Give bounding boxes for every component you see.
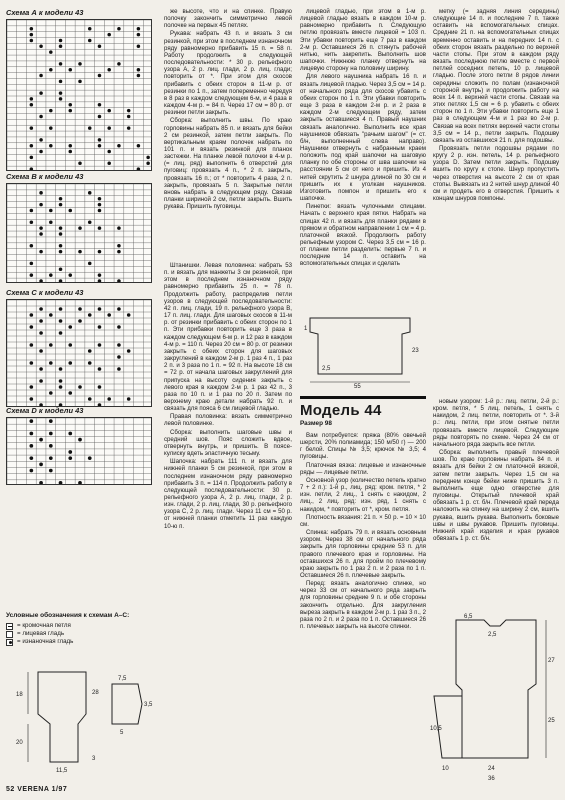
purl-stitch-dot bbox=[107, 68, 111, 72]
purl-stitch-dot bbox=[30, 385, 34, 389]
purl-stitch-dot bbox=[98, 226, 102, 230]
text-column-1: же высоте, что и на спинке. Правую полочку закончить симметрично левой полочке на первых 45 петлях. Рукава: набрать 43 п. и вязать 3 см резинкой, при этом в последнем изнаночном ряду равномерно прибавить 15 п. = 58 п. Работу продолжить в следующей последовательности: * 30 р. рельефного узора А, 2 р. лиц. глади, 2 р. лиц. глади; повторить от *. При этом для скосов прибавить с обеих сторон в 11-м р. от резинки по 1 п., затем попеременно чередуя в 8 раз в каждом следующем 6-м, и 4 раза в каждом 4-м р. = 84 п. Через 17 см = 80 р. от резинки петли закрыть. Сборка: выполнить швы. По краю горловины набрать 85 п. и вязать для бейки 2 см резинкой, затем петли закрыть. По вертикальным краям полочек набрать по 101 п. и вязать резинкой для планок застежки. На планке левой полочки в 4-м р. (= лиц. ряд) выполнить 6 отверстий для пуговиц: провязать 4 п., * 2 п. закрыть, провязать 16 п.; от * повторить 4 раза, 2 п. закрыть, провязать 5 п. Закрытые петли вновь набрать в следующем ряду. Связав планки шириной 2 см, петли закрыть. Вшить рукава. Пришить пуговицы. bbox=[164, 8, 292, 211]
purl-stitch-dot bbox=[59, 250, 63, 254]
purl-stitch-dot bbox=[127, 115, 131, 119]
dim-label: 10,5 bbox=[430, 726, 442, 732]
purl-stitch-dot bbox=[30, 103, 34, 107]
chart-b bbox=[6, 172, 154, 283]
purl-stitch-dot bbox=[78, 481, 82, 485]
dim-label: 24 bbox=[488, 766, 495, 772]
model-header bbox=[300, 396, 426, 427]
purl-stitch-dot bbox=[69, 68, 73, 72]
dim-label: 2,5 bbox=[488, 632, 497, 638]
purl-stitch-dot bbox=[68, 343, 72, 347]
chart-title: Схема С к модели 43 bbox=[6, 288, 84, 297]
purl-stitch-dot bbox=[39, 438, 43, 442]
purl-stitch-dot bbox=[88, 456, 92, 460]
text-column-1b: Штанишки. Левая половинка: набрать 53 п. и вязать для манжеты 3 см резинкой, при этом в последнем изнаночном ряду равномерно прибавить 25 п. = 78 п. Продолжить работу, распределив петли узоров в следующей последовательности: 42 п. лиц. глади, 19 п. рельефного узора В, 17 п. лиц. глади. Для шаговых скосов в 11-м р. от резинки прибавить с обеих сторон по 1 п. Эти прибавки повторить еще 3 раза в каждом следующем 6-м р. и 12 раз в каждом 4-м р. = 110 п. Через 20 см = 80 р. от резинки закрыть с обеих сторон для шаговых закруглений в каждом 2-м р. 1 раз 4 п., 1 раз 2 п. и 3 раза по 1 п. = 92 п. На высоте 18 см = 72 р. от начала шаговых закруглений для припуска на высоту сидения закрыть с левого края в каждом 2-м р. 1 раз 42 п., 3 раза по 10 п. и 1 раз по 20 п. Затем по верхнему краю детали набрать 92 п. и связать для пояса 6 см лицевой гладью. Правая половинка: вязать симметрично левой половинке. Сборка: выполнить шаговые швы и средний шов. Пояс сложить вдвое, отвернуть внутрь, и пришить. В поясе-кулиску вдеть эластичную тесьму. Шапочка: набрать 111 п. и вязать для нижней планки 5 см резинкой, при этом в последнем изнаночном ряду равномерно прибавить 3 п. = 114 п. Продолжить работу в следующей последовательности: 30 р. рельефного узора А, 2 р. лиц. глади, 2 р. изн. глади, 2 р. лиц. глади, 30 р. рельефного узора С, 2 р. лиц. глади. Через 11 см = 50 р. от нижней планки отметить 11 раз каждую 10-ю п. bbox=[164, 262, 292, 530]
text-column-2b: Вам потребуется: пряжа (80% овечьей шерсти, 20% полиамида; 150 м/50 г) — 200 г белой. Спицы № 3,5; крючок № 3,5; 4 пуговицы. Платочная вязка: лицевые и изнаночные ряды — лицевые петли. Основной узор (количество петель кратно 7 + 2 п.): 1-й р., лиц. ряд: кром. петля, * 2 изн. петли, 2 лиц., 1 снять с накидом, 2 лиц., 2 лиц. ряд: изн. ряд, 1 снять с накидом, * повторить от *, кром. петля. Плотность вязания: 21 п. × 50 р. = 10 × 10 см. Спинка: набрать 79 п. и вязать основным узором. Через 38 см от начального ряда закрыть для горловины средние 53 п. для правого плечевого края и горловины. На оставшихся 26 п. для пройм по плечевому краю закрыть по 1 раз 2 п. и 2 раза по 1 п. Оставшиеся 26 п. плечевые закрыть. Перед: вязать аналогично спинке, но через 33 см от начального ряда закрыть для горловины средние 9 п. и обе стороны закончить отдельно. Для закругления выреза закрыть в каждом 2-м р. 1 раз 3 п., 2 раза по 2 п. и 2 раза по 1 п. Оставшиеся 26 п. плечевых закрыть на высоте спинки. bbox=[300, 432, 426, 631]
purl-stitch-dot bbox=[49, 432, 53, 436]
purl-stitch-dot bbox=[39, 74, 43, 78]
purl-stitch-dot bbox=[59, 268, 63, 272]
purl-stitch-dot bbox=[39, 481, 43, 485]
purl-stitch-dot bbox=[49, 68, 53, 72]
dim-label: 20 bbox=[16, 740, 23, 746]
purl-stitch-dot bbox=[78, 250, 82, 254]
purl-stitch-dot bbox=[68, 325, 72, 329]
purl-stitch-dot bbox=[39, 279, 43, 283]
purl-stitch-dot bbox=[117, 343, 121, 347]
purl-stitch-dot bbox=[59, 91, 63, 95]
purl-stitch-dot bbox=[117, 325, 121, 329]
purl-stitch-dot bbox=[117, 250, 121, 254]
purl-stitch-dot bbox=[39, 463, 43, 467]
purl-stitch-dot bbox=[59, 367, 63, 371]
purl-stitch-dot bbox=[59, 307, 63, 311]
dim-label: 55 bbox=[354, 384, 361, 388]
legend-item: = изнаночная гладь bbox=[6, 638, 156, 646]
purl-stitch-dot bbox=[98, 209, 102, 213]
chart-a bbox=[6, 8, 154, 171]
purl-stitch-dot bbox=[39, 115, 43, 119]
purl-stitch-dot bbox=[59, 45, 63, 49]
purl-stitch-dot bbox=[137, 45, 141, 49]
purl-stitch-dot bbox=[137, 27, 141, 31]
purl-stitch-dot bbox=[98, 45, 102, 49]
dim-label: 2,5 bbox=[322, 366, 331, 372]
purl-stitch-dot bbox=[117, 62, 121, 66]
purl-stitch-dot bbox=[49, 456, 53, 460]
purl-stitch-dot bbox=[117, 279, 121, 283]
purl-stitch-dot bbox=[49, 391, 53, 395]
purl-stitch-icon bbox=[6, 639, 13, 646]
chart-grid bbox=[6, 299, 152, 407]
chart-title: Схема В к модели 43 bbox=[6, 172, 84, 181]
purl-stitch-dot bbox=[49, 220, 53, 224]
purl-stitch-dot bbox=[59, 62, 63, 66]
purl-stitch-dot bbox=[88, 361, 92, 365]
purl-stitch-dot bbox=[30, 244, 34, 248]
purl-stitch-dot bbox=[127, 349, 131, 353]
purl-stitch-dot bbox=[78, 307, 82, 311]
purl-stitch-dot bbox=[39, 232, 43, 236]
purl-stitch-dot bbox=[49, 343, 53, 347]
purl-stitch-dot bbox=[30, 262, 34, 266]
purl-stitch-dot bbox=[30, 273, 34, 277]
purl-stitch-dot bbox=[30, 144, 34, 148]
purl-stitch-dot bbox=[29, 456, 33, 460]
purl-stitch-dot bbox=[29, 432, 33, 436]
purl-stitch-dot bbox=[117, 226, 121, 230]
purl-stitch-dot bbox=[127, 126, 131, 130]
purl-stitch-dot bbox=[49, 469, 53, 473]
purl-stitch-dot bbox=[127, 313, 131, 317]
purl-stitch-dot bbox=[59, 319, 63, 323]
purl-stitch-dot bbox=[59, 379, 63, 383]
page-footer: 52 VERENA 1/97 bbox=[6, 786, 68, 793]
chart-legend bbox=[6, 612, 156, 646]
knit-stitch-icon bbox=[6, 631, 13, 638]
purl-stitch-dot bbox=[78, 438, 82, 442]
purl-stitch-dot bbox=[39, 331, 43, 335]
purl-stitch-dot bbox=[68, 456, 72, 460]
purl-stitch-dot bbox=[39, 307, 43, 311]
pants-schematic bbox=[8, 664, 158, 782]
purl-stitch-dot bbox=[30, 209, 34, 213]
purl-stitch-dot bbox=[59, 197, 63, 201]
purl-stitch-dot bbox=[30, 39, 34, 43]
purl-stitch-dot bbox=[59, 331, 63, 335]
chart-grid bbox=[6, 417, 152, 485]
purl-stitch-dot bbox=[78, 62, 82, 66]
text-column-2: лицевой гладью, при этом в 1-м р. лицевой гладью вязать в каждом 10-м р. равномерно прибавить п. Следующую петлю провязать вместе лицевой = 103 п. Эти убавки повторить еще 7 раз в каждом 2-м р. Оставшиеся 26 п. стянуть рабочей нитью, нить закрепить. Выполнить шов шапочки. Нижнюю планку отвернуть на лицевую сторону на половину ширину. Для левого наушника набрать 16 п. и вязать лицевой гладью. Через 3,5 см = 14 р. от начального ряда для скосов убавить с обеих сторон по 1 п. Эти убавки повторить еще 3 раза в каждом 2-м р. и 2 раза в каждом 2-м следующем ряду, затем закрыть оставшиеся 4 п. Правый наушник связать аналогично. Выполнить все края наушников обвязать "рачьим шагом" (= ст. б/н, выполненный слева направо). Наушники отвернуть с набранным краем положить под край шапочки на шаговую планку по обе стороны от шва шапочки на расстоянии 5 см от него и пришить. Из 4 нитей скрутить 2 шнура длиной по 30 см и пришить их к уголкам наушников. Изготовить помпон и пришить его к шапочке. Пинетки: вязать чулочными спицами. Начать с верхнего края пятки. Набрать на спицах 42 п. и вязать для планки рядами в прямом и обратном направлении 1 см = 4 р. платочной вязкой. Продолжить работу рельефным узором С. Через 3,5 см = 16 р. от планки петли разделить: первые 7 п. и последние 14 п. оставить на вспомогательных спицах и сделать bbox=[300, 8, 426, 268]
chart-c bbox=[6, 288, 154, 407]
purl-stitch-dot bbox=[59, 80, 63, 84]
edge-stitch-icon bbox=[6, 623, 13, 630]
purl-stitch-dot bbox=[49, 209, 53, 213]
purl-stitch-dot bbox=[137, 74, 141, 78]
sweater-schematic bbox=[302, 312, 424, 388]
purl-stitch-dot bbox=[78, 161, 82, 165]
purl-stitch-dot bbox=[88, 262, 92, 266]
purl-stitch-dot bbox=[98, 74, 102, 78]
purl-stitch-dot bbox=[29, 469, 33, 473]
purl-stitch-dot bbox=[98, 343, 102, 347]
purl-stitch-dot bbox=[98, 279, 102, 283]
dim-label: 25 bbox=[548, 718, 555, 724]
purl-stitch-dot bbox=[29, 444, 33, 448]
purl-stitch-dot bbox=[107, 150, 111, 154]
purl-stitch-dot bbox=[49, 444, 53, 448]
purl-stitch-dot bbox=[29, 419, 33, 423]
text-column-3: метку (= задняя линия середины) следующие 14 п. и последние 7 п. также оставить на вспомогательных спицах. Средние 21 п. на вспомогательных спицах временно оставить и на передних 14 п. с обеих сторон вязать раздельно по верхней части стопы. При этом в каждом ряду вязать последнюю петлю вместе с первой петлей соседних петель, 10 р. лицевой гладью. После этого петли 8 рядов линии середины сложить по полам (изнаночной стороной внутрь) и продолжить работу на всех 14 п. верхней части стопы. Связав на этих петлях 1,5 см = 6 р. убавить с обеих сторон по 1 п. Эти убавки повторить еще 1 раз в следующем 4-м и 1 раз во 2-м р. Связав на всех петлях верхней части стопы 3,5 см = 14 р., петли закрыть. Подошву связать из оставшихся 21 п. для подошвы. Провязать петли подошвы рядами по кругу 2 р. изн. петель, 14 р. рельефного узора D. Затем петли закрыть. Подошву вшить по кругу к стопе. Шнур пропустить через отверстия на высоте 2 см от края стопы. Вывязать из 2 нитей шнур длиной 40 см и продеть его в отверстия. Пришить к концам шнуров помпоны. bbox=[433, 8, 559, 203]
text-column-3b: новым узором: 1-й р.: лиц. петли, 2-й р.: кром. петля, * 5 лиц. петель, 1 снять с накидом, 2 лиц. петли, повторить от *. 3-й р.: лиц. петли, при этом снятые петли провязать вместе лицевой. Следующие ряды повторять по схеме. Через 24 см от начального ряда закрыть все петли. Сборка: выполнить правый плечевой шов. По краю горловины набрать 84 п. и вязать для бейки 2 см платочной вязкой, затем петли закрыть. Через 1,5 см на переднем конце бейки ниже пришить 3 п. выполнить еще одно отверстие для пуговицы. Открытый плечевой край обвязать 1 р. ст. б/н. Плечевой край переда наложить на спинку на ширину 2 см, вшить рукава, вшить рукава. Выполнить боковые швы и швы рукавов. Пришить пуговицы. Нижний край изделия и края рукавов обвязать 1 р. ст. б/н. bbox=[433, 398, 559, 542]
purl-stitch-dot bbox=[39, 203, 43, 207]
purl-stitch-dot bbox=[49, 144, 53, 148]
dim-label: 6,5 bbox=[464, 614, 473, 620]
purl-stitch-dot bbox=[98, 325, 102, 329]
purl-stitch-dot bbox=[49, 273, 53, 277]
purl-stitch-dot bbox=[39, 250, 43, 254]
purl-stitch-dot bbox=[137, 167, 141, 171]
purl-stitch-dot bbox=[59, 203, 63, 207]
model-size: Размер 98 bbox=[300, 420, 332, 427]
purl-stitch-dot bbox=[39, 45, 43, 49]
purl-stitch-dot bbox=[107, 33, 111, 37]
purl-stitch-dot bbox=[78, 319, 82, 323]
legend-title: Условные обозначения к схемам А–С: bbox=[6, 612, 130, 619]
dim-label: 7,5 bbox=[118, 676, 127, 682]
purl-stitch-dot bbox=[59, 232, 63, 236]
purl-stitch-dot bbox=[98, 103, 102, 107]
purl-stitch-dot bbox=[88, 126, 92, 130]
chart-d bbox=[6, 406, 154, 485]
purl-stitch-dot bbox=[30, 126, 34, 130]
purl-stitch-dot bbox=[30, 313, 34, 317]
purl-stitch-dot bbox=[59, 39, 63, 43]
purl-stitch-dot bbox=[98, 307, 102, 311]
purl-stitch-dot bbox=[59, 244, 63, 248]
purl-stitch-dot bbox=[30, 397, 34, 401]
purl-stitch-dot bbox=[117, 27, 121, 31]
purl-stitch-dot bbox=[49, 313, 53, 317]
purl-stitch-dot bbox=[39, 319, 43, 323]
purl-stitch-dot bbox=[88, 349, 92, 353]
purl-stitch-dot bbox=[98, 273, 102, 277]
purl-stitch-dot bbox=[98, 250, 102, 254]
dim-label: 28 bbox=[92, 690, 99, 696]
purl-stitch-dot bbox=[107, 126, 111, 130]
purl-stitch-dot bbox=[49, 419, 53, 423]
dim-label: 27 bbox=[548, 658, 555, 664]
purl-stitch-dot bbox=[39, 150, 43, 154]
purl-stitch-dot bbox=[98, 115, 102, 119]
purl-stitch-dot bbox=[59, 97, 63, 101]
purl-stitch-dot bbox=[88, 220, 92, 224]
purl-stitch-dot bbox=[117, 244, 121, 248]
purl-stitch-dot bbox=[117, 367, 121, 371]
purl-stitch-dot bbox=[39, 226, 43, 230]
purl-stitch-dot bbox=[69, 150, 73, 154]
purl-stitch-dot bbox=[30, 167, 34, 171]
purl-stitch-dot bbox=[107, 161, 111, 165]
purl-stitch-dot bbox=[137, 33, 141, 37]
purl-stitch-dot bbox=[117, 144, 121, 148]
legend-item: = лицевая гладь bbox=[6, 630, 156, 638]
purl-stitch-dot bbox=[49, 50, 53, 54]
purl-stitch-dot bbox=[107, 109, 111, 113]
purl-stitch-dot bbox=[98, 197, 102, 201]
purl-stitch-dot bbox=[49, 126, 53, 130]
purl-stitch-dot bbox=[117, 355, 121, 359]
purl-stitch-dot bbox=[69, 103, 73, 107]
purl-stitch-dot bbox=[137, 144, 141, 148]
dim-label: 1 bbox=[304, 326, 308, 332]
purl-stitch-dot bbox=[78, 80, 82, 84]
purl-stitch-dot bbox=[88, 27, 92, 31]
purl-stitch-dot bbox=[107, 313, 111, 317]
dim-label: 10 bbox=[442, 766, 449, 772]
purl-stitch-dot bbox=[68, 432, 72, 436]
purl-stitch-dot bbox=[49, 361, 53, 365]
purl-stitch-dot bbox=[39, 349, 43, 353]
purl-stitch-dot bbox=[69, 144, 73, 148]
dim-label: 23 bbox=[412, 348, 419, 354]
purl-stitch-dot bbox=[68, 361, 72, 365]
purl-stitch-dot bbox=[69, 109, 73, 113]
chart-title: Схема D к модели 43 bbox=[6, 406, 84, 415]
purl-stitch-dot bbox=[39, 138, 43, 142]
purl-stitch-dot bbox=[127, 109, 131, 113]
purl-stitch-dot bbox=[78, 226, 82, 230]
chart-grid bbox=[6, 19, 152, 171]
purl-stitch-dot bbox=[98, 203, 102, 207]
purl-stitch-dot bbox=[137, 68, 141, 72]
purl-stitch-dot bbox=[39, 191, 43, 195]
dim-label: 3,5 bbox=[144, 702, 153, 708]
purl-stitch-dot bbox=[59, 481, 63, 485]
purl-stitch-dot bbox=[59, 226, 63, 230]
purl-stitch-dot bbox=[98, 144, 102, 148]
purl-stitch-dot bbox=[39, 91, 43, 95]
purl-stitch-dot bbox=[30, 156, 34, 160]
dim-label: 11,5 bbox=[56, 768, 68, 774]
dim-label: 18 bbox=[16, 692, 23, 698]
purl-stitch-dot bbox=[69, 273, 73, 277]
purl-stitch-dot bbox=[69, 209, 73, 213]
purl-stitch-dot bbox=[39, 367, 43, 371]
purl-stitch-dot bbox=[68, 391, 72, 395]
purl-stitch-dot bbox=[98, 367, 102, 371]
purl-stitch-dot bbox=[30, 27, 34, 31]
purl-stitch-dot bbox=[88, 39, 92, 43]
chart-title: Схема А к модели 43 bbox=[6, 8, 84, 17]
purl-stitch-dot bbox=[30, 97, 34, 101]
purl-stitch-dot bbox=[88, 313, 92, 317]
jacket-schematic bbox=[428, 612, 562, 784]
purl-stitch-dot bbox=[30, 325, 34, 329]
purl-stitch-dot bbox=[127, 397, 131, 401]
purl-stitch-dot bbox=[59, 385, 63, 389]
chart-grid bbox=[6, 183, 152, 283]
purl-stitch-dot bbox=[78, 385, 82, 389]
purl-stitch-dot bbox=[59, 279, 63, 283]
purl-stitch-dot bbox=[30, 33, 34, 37]
purl-stitch-dot bbox=[107, 397, 111, 401]
purl-stitch-dot bbox=[88, 191, 92, 195]
purl-stitch-dot bbox=[98, 385, 102, 389]
purl-stitch-dot bbox=[39, 379, 43, 383]
purl-stitch-dot bbox=[68, 450, 72, 454]
purl-stitch-dot bbox=[117, 307, 121, 311]
dim-label: 5 bbox=[120, 730, 124, 736]
model-title: Модель 44 bbox=[300, 402, 382, 419]
dim-label: 36 bbox=[488, 776, 495, 782]
dim-label: 3 bbox=[92, 756, 96, 762]
legend-item: = кромочная петля bbox=[6, 622, 156, 630]
purl-stitch-dot bbox=[30, 343, 34, 347]
purl-stitch-dot bbox=[30, 361, 34, 365]
purl-stitch-dot bbox=[49, 109, 53, 113]
purl-stitch-dot bbox=[98, 138, 102, 142]
purl-stitch-dot bbox=[146, 156, 150, 160]
purl-stitch-dot bbox=[30, 220, 34, 224]
purl-stitch-dot bbox=[88, 397, 92, 401]
purl-stitch-dot bbox=[146, 161, 150, 165]
